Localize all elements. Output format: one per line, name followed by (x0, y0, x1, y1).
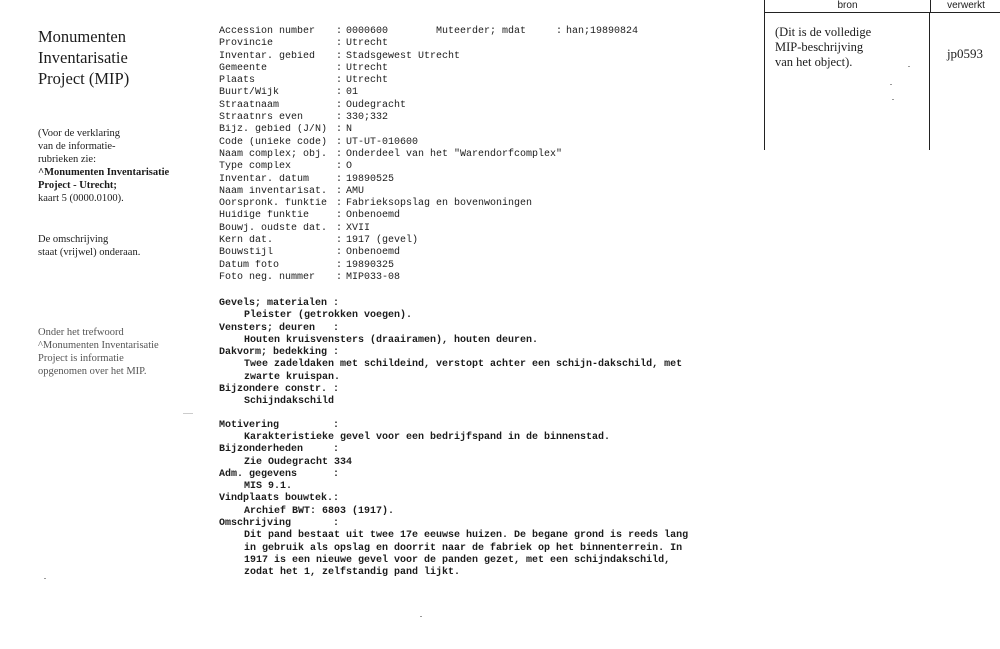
field-separator: : (336, 50, 343, 62)
section-heading: Omschrijving : (219, 518, 340, 530)
field-row (219, 51, 562, 63)
header-verwerkt: verwerkt (947, 0, 985, 11)
field-row (219, 235, 562, 247)
field-label: Provincie (219, 38, 274, 50)
field-row (219, 137, 562, 149)
field-value: AMU (346, 185, 365, 197)
source-table-header (765, 0, 1000, 13)
section-heading: Adm. gegevens : (219, 468, 340, 480)
field-row (219, 161, 562, 173)
field-row (219, 38, 562, 50)
field-row (219, 100, 562, 112)
section-text: Zie Oudegracht 334 (244, 456, 353, 468)
field-value: N (346, 124, 353, 136)
verwerkt-cell: jp0593 (946, 46, 984, 61)
field-value: Onbenoemd (346, 247, 401, 259)
field-row (219, 124, 562, 136)
field-label: Accession number (219, 26, 316, 37)
field-label: Muteerder; mdat (436, 26, 527, 37)
record-sections (219, 298, 739, 580)
field-value: 19890525 (346, 173, 395, 185)
field-label: Naam complex; obj. (219, 148, 328, 160)
field-row (219, 186, 562, 198)
section-text: Archief BWT: 6803 (1917). (244, 505, 395, 517)
field-value: Onbenoemd (346, 210, 401, 222)
field-label: Datum foto (219, 259, 280, 271)
scan-speck (908, 66, 910, 67)
record-fields (219, 26, 562, 284)
scan-speck (890, 84, 892, 85)
field-value: XVII (346, 222, 371, 234)
note-line: kaart 5 (0000.0100). (38, 193, 124, 204)
field-label: Inventar. gebied (219, 50, 316, 62)
field-row (219, 87, 562, 99)
field-separator: : (336, 87, 343, 99)
field-value: 1917 (gevel) (346, 235, 419, 247)
field-separator: : (336, 148, 343, 160)
field-label: Bijz. gebied (J/N) (219, 124, 328, 136)
field-separator: : (336, 271, 343, 283)
field-label: Type complex (219, 161, 292, 173)
field-value: MIP033-08 (346, 271, 401, 283)
field-label: Naam inventarisat. (219, 185, 328, 197)
note-line: (Voor de verklaring (38, 128, 121, 139)
field-separator: : (336, 38, 343, 50)
field-separator: : (336, 161, 343, 173)
field-label: Foto neg. nummer (219, 271, 316, 283)
note-line-bold: Project - Utrecht; (38, 180, 117, 191)
field-separator: : (336, 26, 343, 37)
note-line: staat (vrijwel) onderaan. (38, 247, 141, 258)
field-value: Onderdeel van het "Warendorfcomplex" (346, 148, 563, 160)
section-gap (219, 409, 739, 420)
field-separator: : (336, 247, 343, 259)
field-separator: : (336, 124, 343, 136)
field-value: Utrecht (346, 62, 389, 74)
field-value: Utrecht (346, 75, 389, 87)
section-text: Karakteristieke gevel voor een bedrijfspand in de binnenstad. (244, 431, 611, 443)
field-row (219, 75, 562, 87)
field-label: Buurt/Wijk (219, 87, 280, 99)
scan-speck (183, 413, 193, 414)
field-separator: : (336, 112, 343, 124)
section-heading: Bijzondere constr. : (219, 384, 340, 396)
field-row (219, 210, 562, 222)
field-label: Huidige funktie (219, 210, 310, 222)
note-line: opgenomen over het MIP. (38, 366, 147, 377)
field-value: Stadsgewest Utrecht (346, 50, 461, 62)
section-heading: Motivering : (219, 419, 340, 431)
note-line: De omschrijving (38, 234, 109, 245)
field-value: 330;332 (346, 112, 389, 124)
field-separator: : (336, 75, 343, 87)
section-text: Houten kruisvensters (draairamen), houten deuren. (244, 334, 539, 346)
section-text: Pleister (getrokken voegen). (244, 310, 413, 322)
note-line-bold: ^Monumenten Inventarisatie (38, 167, 170, 178)
note-line: ^Monumenten Inventarisatie (38, 340, 159, 351)
bron-cell: (Dit is de volledige MIP-beschrijving van het object). (765, 13, 930, 150)
field-separator: : (336, 235, 343, 247)
field-label: Inventar. datum (219, 173, 310, 185)
field-value: UT-UT-010600 (346, 136, 419, 148)
field-value: Fabrieksopslag en bovenwoningen (346, 198, 533, 210)
section-heading: Vindplaats bouwtek.: (219, 493, 340, 505)
field-separator: : (336, 259, 343, 271)
left-column (38, 26, 198, 377)
field-row (219, 63, 562, 75)
note-line: Project is informatie (38, 353, 124, 364)
field-separator: : (336, 136, 343, 148)
field-value: Utrecht (346, 38, 389, 50)
field-separator: : (336, 198, 343, 210)
field-row (219, 112, 562, 124)
field-separator: : (336, 173, 343, 185)
field-row (219, 149, 562, 161)
header-bron: bron (765, 0, 931, 12)
note-line: van de informatie- (38, 141, 116, 152)
field-label: Bouwstijl (219, 247, 274, 259)
scan-speck (44, 578, 46, 579)
field-label: Code (unieke code) (219, 136, 328, 148)
field-separator: : (336, 222, 343, 234)
field-row (219, 174, 562, 186)
section-text: Twee zadeldaken met schildeind, verstopt achter een schijn-dakschild, met zwarte kruispan. (244, 359, 683, 383)
field-row (219, 223, 562, 235)
section-heading: Bijzonderheden : (219, 444, 340, 456)
field-label: Kern dat. (219, 235, 274, 247)
field-row (219, 260, 562, 272)
field-row (219, 198, 562, 210)
section-heading: Vensters; deuren : (219, 322, 340, 334)
field-value: 0000600 (346, 26, 389, 37)
field-value: 01 (346, 87, 359, 99)
field-separator: : (556, 26, 563, 37)
section-text: Dit pand bestaat uit twee 17e eeuwse huizen. De begane grond is reeds lang in gebruik als opslag en doorrit naar de fabriek op het binnenterrein. In 1917 is een nieuwe gevel voor de panden gezet, met een schijndakschild, zodat het 1, zelfstandig pand lijkt. (244, 530, 689, 579)
field-label: Straatnrs even (219, 112, 304, 124)
muteerder-field (436, 26, 638, 38)
legend-note (38, 127, 169, 205)
field-value: 19890325 (346, 259, 395, 271)
field-label: Oorspronk. funktie (219, 198, 328, 210)
section-heading: Gevels; materialen : (219, 298, 340, 309)
field-value: Oudegracht (346, 99, 407, 111)
section-text: Schijndakschild (244, 396, 335, 408)
source-table (764, 0, 1000, 150)
field-separator: : (336, 99, 343, 111)
section-heading: Dakvorm; bedekking : (219, 347, 340, 359)
field-value: han;19890824 (566, 26, 639, 37)
field-separator: : (336, 210, 343, 222)
field-separator: : (336, 185, 343, 197)
field-value: O (346, 161, 353, 173)
field-label: Bouwj. oudste dat. (219, 222, 328, 234)
note-line: Onder het trefwoord (38, 327, 124, 338)
field-row (219, 247, 562, 259)
field-separator: : (336, 62, 343, 74)
description-note (38, 233, 140, 259)
field-label: Plaats (219, 75, 256, 87)
source-table-body (765, 13, 1000, 150)
field-row (219, 272, 562, 284)
scan-speck (420, 616, 422, 617)
page-title: Monumenten Inventarisatie Project (MIP) (38, 27, 130, 88)
field-label: Straatnaam (219, 99, 280, 111)
note-line: rubrieken zie: (38, 154, 97, 165)
field-label: Gemeente (219, 62, 268, 74)
section-text: MIS 9.1. (244, 481, 293, 493)
scan-speck (892, 99, 894, 100)
keyword-note (38, 326, 159, 378)
